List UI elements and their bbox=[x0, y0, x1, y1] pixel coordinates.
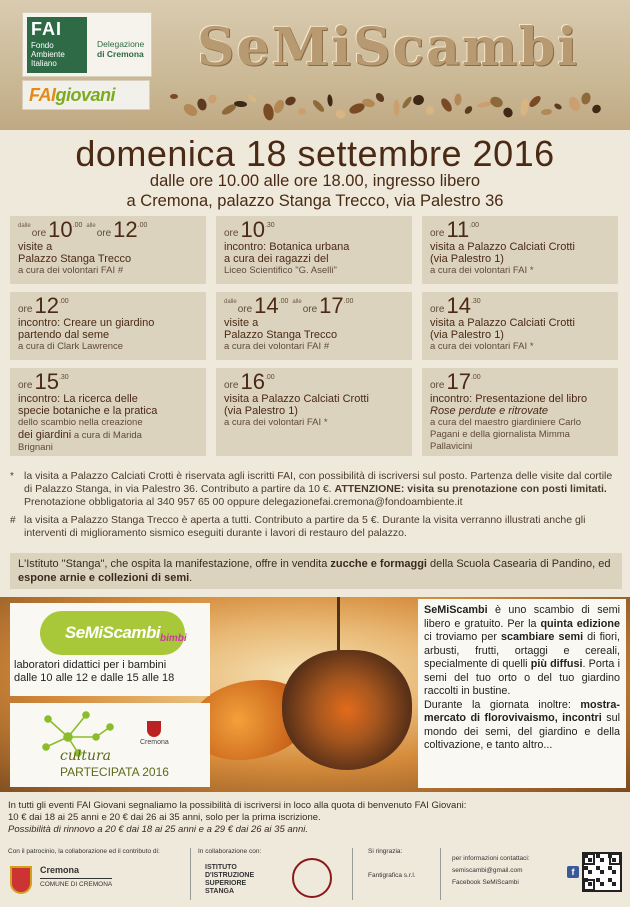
card-time: ore 15 .30 bbox=[18, 369, 69, 394]
divider bbox=[352, 848, 353, 900]
cultura-word: cultura bbox=[60, 748, 112, 764]
divider bbox=[190, 848, 191, 900]
fantigrafica-label: Fantigrafica s.r.l. bbox=[368, 872, 416, 879]
note-calciati: * la visita a Palazzo Calciati Crotti è riservata agli iscritti FAI, con possibilità di iscriversi sul posto. Partenza delle visite dal cortile di Palazzo Stanga, in via Palestro 36. Contributo a partire da 10 €. ATTENZIONE: visita su prenotazione con posti limitati. Prenotazione obbligatoria al 340 957 65 00 oppure delegazionefai.cremona@fondoambiente.it bbox=[10, 470, 613, 508]
schedule-card bbox=[422, 216, 618, 284]
card-line: dei giardini a cura di Marida bbox=[18, 429, 142, 441]
seed-icon bbox=[425, 105, 436, 116]
card-line: Liceo Scientifico "G. Aselli" bbox=[224, 265, 337, 276]
seed-icon bbox=[580, 92, 592, 106]
seed-icon bbox=[454, 93, 462, 105]
fai-giovani-logo: FAI giovani bbox=[22, 80, 150, 110]
notes bbox=[10, 470, 622, 545]
card-line: a cura del maestro giardiniere Carlo bbox=[430, 417, 582, 428]
seed-icon bbox=[439, 97, 454, 114]
cremona-shield-icon bbox=[10, 866, 32, 894]
seed-icon bbox=[541, 108, 553, 115]
qr-code[interactable] bbox=[582, 852, 622, 892]
event-place: a Cremona, palazzo Stanga Trecco, via Palestro 36 bbox=[126, 192, 504, 210]
bimbi-text: laboratori didattici per i bambini dalle 10 alle 12 e dalle 15 alle 18 bbox=[14, 659, 175, 684]
card-time: dalle ore 10 .00 alle ore 12 .00 bbox=[18, 217, 148, 242]
cultura-partecipata-logo bbox=[10, 703, 210, 787]
bimbi-label: bimbi bbox=[160, 633, 187, 644]
seed-icon bbox=[170, 94, 178, 99]
fai-logo-text: FAI bbox=[31, 19, 63, 39]
schedule-card bbox=[216, 292, 412, 360]
schedule-card bbox=[422, 292, 618, 360]
seed-icon bbox=[284, 95, 297, 107]
card-line: dello scambio nella creazione bbox=[18, 417, 143, 428]
note-stanga: # la visita a Palazzo Stanga Trecco è aperta a tutti. Contributo a partire da 5 €. Durante la visita verranno illustrati anche gli interventi di miglioramento sismico eseguiti durante i lavori di restauro del palazzo. bbox=[10, 514, 586, 539]
fai-logo-subtext: Fondo Ambiente Italiano bbox=[31, 41, 65, 68]
card-line: a cura dei volontari FAI * bbox=[224, 417, 328, 428]
facebook-link[interactable]: Facebook SeMiScambi bbox=[452, 879, 519, 886]
istituto-label: ISTITUTO D'ISTRUZIONE SUPERIORE STANGA bbox=[205, 864, 255, 895]
card-line: a cura dei volontari FAI * bbox=[430, 341, 534, 352]
card-line: specie botaniche e la pratica bbox=[18, 405, 158, 417]
card-line: Pagani e della giornalista Mimma bbox=[430, 429, 570, 440]
ringrazia-label: Si ringrazia: bbox=[368, 848, 403, 855]
seed-icon bbox=[501, 106, 514, 119]
card-time: ore 12 .00 bbox=[18, 293, 69, 318]
collab-label: In collaborazione con: bbox=[198, 848, 262, 855]
card-line: visita a Palazzo Calciati Crotti bbox=[430, 241, 575, 253]
divider bbox=[440, 848, 441, 900]
schedule-card bbox=[216, 368, 412, 456]
seed-icon bbox=[374, 91, 386, 103]
card-line: a cura dei volontari FAI # bbox=[18, 265, 124, 276]
card-line: (via Palestro 1) bbox=[224, 405, 298, 417]
stanga-seal-icon bbox=[292, 858, 332, 898]
event-hours: dalle ore 10.00 alle ore 18.00, ingresso libero bbox=[149, 172, 481, 190]
card-line: visita a Palazzo Calciati Crotti bbox=[430, 317, 575, 329]
seed-icon bbox=[311, 98, 326, 113]
seed-icon bbox=[519, 98, 530, 116]
fai-giovani-membership: In tutti gli eventi FAI Giovani segnaliamo la possibilità di iscriversi in loco alla quota di benvenuto FAI Giovani: 10 € dai 18 ai 25 anni e 20 € dai 26 ai 35 anni, solo per la prima iscrizione. Possibilità di rinnovo a 20 € dai 18 ai 25 anni e a 29 € dai 26 ai 35 anni. bbox=[8, 800, 467, 835]
card-line: Palazzo Stanga Trecco bbox=[18, 253, 132, 265]
card-line: Pallavicini bbox=[430, 441, 473, 452]
card-line: a cura dei volontari FAI # bbox=[224, 341, 330, 352]
seed-icon bbox=[567, 95, 582, 113]
card-line: partendo dal seme bbox=[18, 329, 110, 341]
schedule-card bbox=[10, 216, 206, 284]
partecipata-word: PARTECIPATA 2016 bbox=[60, 765, 169, 779]
card-line: (via Palestro 1) bbox=[430, 253, 504, 265]
card-time: ore 17 .00 bbox=[430, 369, 481, 394]
seed-icon bbox=[326, 94, 332, 106]
card-line: a cura dei volontari FAI * bbox=[430, 265, 534, 276]
card-time: ore 10 .30 bbox=[224, 217, 275, 242]
schedule-card bbox=[216, 216, 412, 284]
card-line: incontro: Creare un giardino bbox=[18, 317, 155, 329]
card-line: a cura di Clark Lawrence bbox=[18, 341, 124, 352]
card-line: Rose perdute e ritrovate bbox=[430, 405, 549, 417]
seed-icon bbox=[196, 97, 208, 111]
card-line: incontro: Botanica urbana bbox=[224, 241, 350, 253]
fai-logo-box bbox=[22, 12, 152, 77]
card-line: visita a Palazzo Calciati Crotti bbox=[224, 393, 369, 405]
poster-title: SeMiScambi bbox=[197, 16, 579, 78]
seed-icon bbox=[488, 95, 504, 110]
physalis-lantern bbox=[282, 650, 412, 770]
semiscambi-bimbi-logo: SeMiScambi bbox=[40, 611, 185, 655]
seeds-decoration bbox=[170, 88, 610, 118]
bimbi-box bbox=[10, 603, 210, 696]
seed-icon bbox=[591, 103, 603, 115]
seed-icon bbox=[528, 94, 543, 109]
schedule-card bbox=[422, 368, 618, 456]
physalis-stem bbox=[337, 597, 340, 652]
contact-email[interactable]: semiscambi@gmail.com bbox=[452, 867, 523, 874]
card-time: ore 14 .30 bbox=[430, 293, 481, 318]
card-time: ore 16 .00 bbox=[224, 369, 275, 394]
cremona-crest: Cremona bbox=[140, 721, 169, 746]
card-line: Brignani bbox=[18, 442, 53, 453]
card-line: Palazzo Stanga Trecco bbox=[224, 329, 338, 341]
contact-label: per informazioni contattaci: bbox=[452, 855, 530, 862]
seed-icon bbox=[208, 93, 219, 104]
card-line: incontro: La ricerca delle bbox=[18, 393, 138, 405]
card-line: (via Palestro 1) bbox=[430, 329, 504, 341]
seed-icon bbox=[553, 102, 562, 110]
comune-label: COMUNE DI CREMONA bbox=[40, 878, 112, 889]
facebook-icon[interactable]: f bbox=[567, 866, 579, 878]
cremona-label: Cremona bbox=[40, 865, 80, 875]
seed-icon bbox=[393, 99, 399, 116]
event-date: domenica 18 settembre 2016 bbox=[75, 133, 555, 174]
card-line: a cura dei ragazzi del bbox=[224, 253, 329, 265]
seed-icon bbox=[246, 93, 257, 103]
fai-logo bbox=[27, 17, 87, 73]
schedule-card bbox=[10, 368, 206, 456]
card-line: incontro: Presentazione del libro bbox=[430, 393, 588, 405]
stanga-box: L'Istituto "Stanga", che ospita la manifestazione, offre in vendita zucche e formaggi della Scuola Casearia di Pandino, ed espone arnie e collezioni di semi. bbox=[10, 553, 622, 589]
schedule-card bbox=[10, 292, 206, 360]
seed-icon bbox=[401, 95, 413, 109]
seed-icon bbox=[297, 107, 306, 115]
card-line: visite a bbox=[224, 317, 259, 329]
patrocinio-label: Con il patrocinio, la collaborazione ed il contributo di: bbox=[8, 848, 160, 855]
delegazione-label: Delegazione di Cremona bbox=[97, 39, 145, 59]
seed-icon bbox=[464, 105, 474, 116]
seed-icon bbox=[412, 94, 425, 107]
card-time: dalle ore 14 .00 alle ore 17 .00 bbox=[224, 293, 354, 318]
card-time: ore 11 .00 bbox=[430, 217, 480, 242]
info-box: SeMiScambi è uno scambio di semi libero e gratuito. Per la quinta edizione ci troviamo per scambiare semi di fiori, arbusti, frutti, ortaggi e cereali, specialmente di quelli più diffusi. Porta i semi del tuo orto o del tuo giardino raccolti in bustine. Durante la giornata inoltre: mostra-mercato di florovivaismo, incontri sul mondo dei semi, del giardino e della coltivazione, e tanto altro... bbox=[418, 599, 626, 788]
card-line: visite a bbox=[18, 241, 53, 253]
